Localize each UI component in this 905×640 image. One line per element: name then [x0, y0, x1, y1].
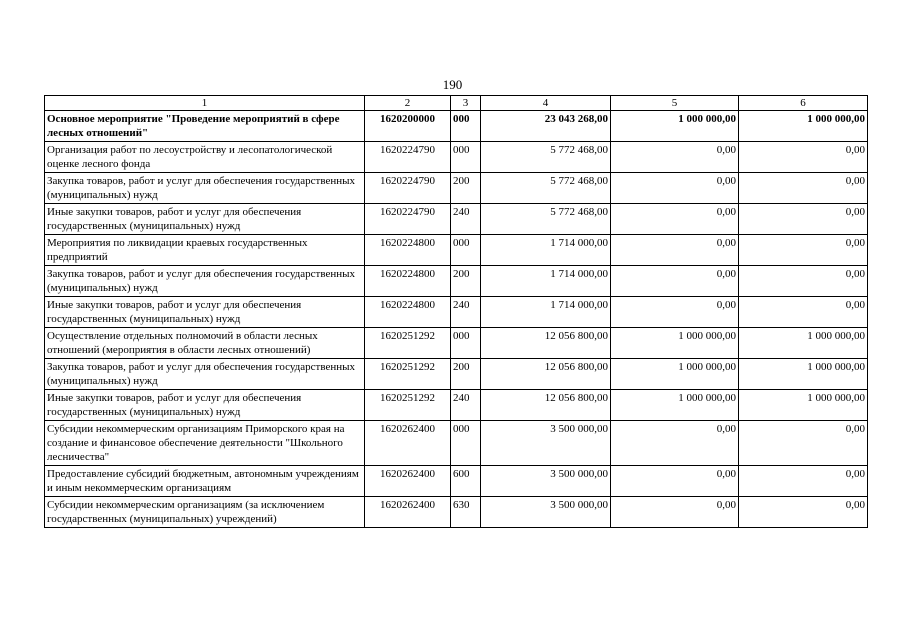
amount-col-4: 3 500 000,00: [481, 466, 611, 497]
target-code: 1620224790: [365, 173, 451, 204]
amount-col-6: 1 000 000,00: [739, 390, 868, 421]
target-code: 1620262400: [365, 466, 451, 497]
target-code: 1620224800: [365, 297, 451, 328]
target-code: 1620224790: [365, 142, 451, 173]
target-code: 1620224800: [365, 235, 451, 266]
column-header: 5: [611, 96, 739, 111]
amount-col-4: 12 056 800,00: [481, 359, 611, 390]
table-row: [45, 390, 868, 421]
amount-col-6: 0,00: [739, 142, 868, 173]
table-row: [45, 359, 868, 390]
amount-col-6: 0,00: [739, 266, 868, 297]
item-name: Предоставление субсидий бюджетным, автономным учреждениям и иным некоммерческим организациям: [45, 466, 365, 497]
budget-table: [44, 95, 868, 528]
item-name: Закупка товаров, работ и услуг для обеспечения государственных (муниципальных) нужд: [45, 173, 365, 204]
amount-col-4: 5 772 468,00: [481, 173, 611, 204]
amount-col-5: 1 000 000,00: [611, 390, 739, 421]
target-code: 1620200000: [365, 111, 451, 142]
expense-type-code: 240: [451, 297, 481, 328]
amount-col-5: 1 000 000,00: [611, 111, 739, 142]
page-number: 190: [442, 77, 463, 92]
amount-col-6: 1 000 000,00: [739, 359, 868, 390]
amount-col-6: 0,00: [739, 497, 868, 528]
table-row: [45, 466, 868, 497]
expense-type-code: 200: [451, 359, 481, 390]
amount-col-5: 0,00: [611, 421, 739, 466]
amount-col-4: 3 500 000,00: [481, 497, 611, 528]
amount-col-4: 5 772 468,00: [481, 204, 611, 235]
column-header: 3: [451, 96, 481, 111]
amount-col-4: 23 043 268,00: [481, 111, 611, 142]
expense-type-code: 600: [451, 466, 481, 497]
target-code: 1620251292: [365, 328, 451, 359]
amount-col-6: 1 000 000,00: [739, 111, 868, 142]
item-name: Закупка товаров, работ и услуг для обеспечения государственных (муниципальных) нужд: [45, 359, 365, 390]
amount-col-6: 1 000 000,00: [739, 328, 868, 359]
item-name: Субсидии некоммерческим организациям (за исключением государственных (муниципальных) учреждений): [45, 497, 365, 528]
target-code: 1620262400: [365, 421, 451, 466]
amount-col-6: 0,00: [739, 466, 868, 497]
expense-type-code: 240: [451, 204, 481, 235]
target-code: 1620251292: [365, 359, 451, 390]
target-code: 1620251292: [365, 390, 451, 421]
amount-col-6: 0,00: [739, 235, 868, 266]
expense-type-code: 200: [451, 173, 481, 204]
amount-col-5: 0,00: [611, 466, 739, 497]
item-name: Основное мероприятие "Проведение мероприятий в сфере лесных отношений": [45, 111, 365, 142]
item-name: Мероприятия по ликвидации краевых государственных предприятий: [45, 235, 365, 266]
amount-col-4: 12 056 800,00: [481, 390, 611, 421]
amount-col-4: 5 772 468,00: [481, 142, 611, 173]
amount-col-5: 0,00: [611, 142, 739, 173]
item-name: Закупка товаров, работ и услуг для обеспечения государственных (муниципальных) нужд: [45, 266, 365, 297]
amount-col-5: 0,00: [611, 173, 739, 204]
amount-col-4: 1 714 000,00: [481, 266, 611, 297]
amount-col-4: 12 056 800,00: [481, 328, 611, 359]
item-name: Иные закупки товаров, работ и услуг для обеспечения государственных (муниципальных) нужд: [45, 297, 365, 328]
expense-type-code: 240: [451, 390, 481, 421]
expense-type-code: 000: [451, 421, 481, 466]
amount-col-4: 1 714 000,00: [481, 297, 611, 328]
expense-type-code: 000: [451, 142, 481, 173]
target-code: 1620224790: [365, 204, 451, 235]
table-row: [45, 328, 868, 359]
target-code: 1620262400: [365, 497, 451, 528]
item-name: Субсидии некоммерческим организациям Приморского края на создание и финансовое обеспечение деятельности "Школьного лесничества": [45, 421, 365, 466]
amount-col-5: 1 000 000,00: [611, 328, 739, 359]
amount-col-4: 1 714 000,00: [481, 235, 611, 266]
amount-col-5: 0,00: [611, 297, 739, 328]
amount-col-6: 0,00: [739, 204, 868, 235]
amount-col-6: 0,00: [739, 297, 868, 328]
item-name: Организация работ по лесоустройству и лесопатологической оценке лесного фонда: [45, 142, 365, 173]
table-row: [45, 497, 868, 528]
column-header: 1: [45, 96, 365, 111]
amount-col-5: 0,00: [611, 497, 739, 528]
expense-type-code: 000: [451, 328, 481, 359]
expense-type-code: 000: [451, 235, 481, 266]
amount-col-5: 0,00: [611, 266, 739, 297]
header-row: [45, 96, 868, 111]
amount-col-5: 1 000 000,00: [611, 359, 739, 390]
item-name: Иные закупки товаров, работ и услуг для обеспечения государственных (муниципальных) нужд: [45, 204, 365, 235]
column-header: 2: [365, 96, 451, 111]
expense-type-code: 200: [451, 266, 481, 297]
table-body: [45, 111, 868, 528]
item-name: Осуществление отдельных полномочий в области лесных отношений (мероприятия в области лесных отношений): [45, 328, 365, 359]
amount-col-4: 3 500 000,00: [481, 421, 611, 466]
amount-col-6: 0,00: [739, 421, 868, 466]
item-name: Иные закупки товаров, работ и услуг для обеспечения государственных (муниципальных) нужд: [45, 390, 365, 421]
table-row: [45, 142, 868, 173]
table-row: [45, 204, 868, 235]
amount-col-5: 0,00: [611, 204, 739, 235]
amount-col-5: 0,00: [611, 235, 739, 266]
table-row: [45, 111, 868, 142]
target-code: 1620224800: [365, 266, 451, 297]
table-row: [45, 421, 868, 466]
table-row: [45, 173, 868, 204]
table-row: [45, 297, 868, 328]
table-header: [45, 96, 868, 111]
table-row: [45, 266, 868, 297]
table-row: [45, 235, 868, 266]
expense-type-code: 000: [451, 111, 481, 142]
amount-col-6: 0,00: [739, 173, 868, 204]
column-header: 4: [481, 96, 611, 111]
column-header: 6: [739, 96, 868, 111]
expense-type-code: 630: [451, 497, 481, 528]
